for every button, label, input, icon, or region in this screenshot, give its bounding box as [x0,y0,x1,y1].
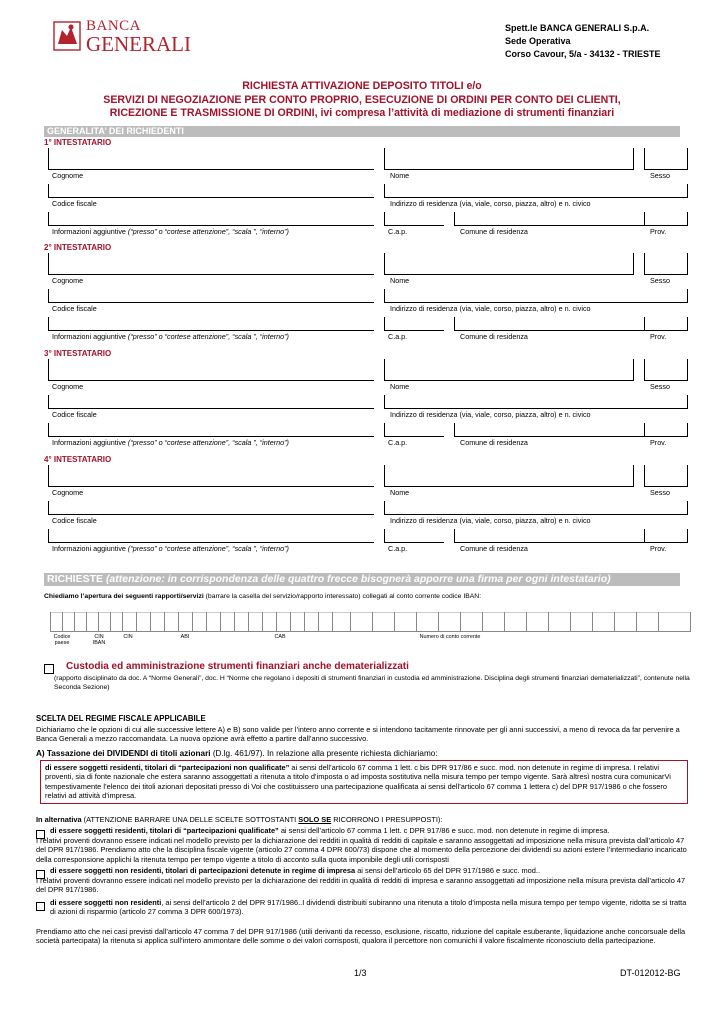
holder-heading: 3° INTESTATARIO [44,349,112,358]
custodia-note: (rapporto disciplinato da doc. A “Norme Generali”, doc. H “Norme che regolano i depositi di strumenti finanziari in custodia ed amministrazione. Disciplina degli strumenti finanziari dematerializzati”, contenute nella Seconda Sezione) [54,675,690,691]
iban-cell-divider [372,612,373,632]
sesso-label: Sesso [650,382,670,391]
cognome-field[interactable] [48,148,374,170]
iban-cell-divider [50,612,51,632]
iban-label-cin-iban: CIN IBAN [92,634,106,646]
iban-cell-divider [122,612,123,632]
prov-field[interactable] [644,317,688,331]
option2-heading [50,866,690,875]
option3-bold: di essere soggetti non residenti [50,898,162,907]
iban-cell-divider [636,612,637,632]
option3-text: , ai sensi dell’articolo 2 del DPR 917/1986..I dividendi distribuiti subiranno una ritenuta a titolo d’imposta nella misura tempo per tempo vigente, ridotta se si tratta di azioni di risparmio (articolo 27 comma 3 DPR 600/1973). [50,898,687,917]
cap-label: C.a.p. [388,544,408,553]
info-label-italic: (“presso” o “cortese attenzione”, “scala ”, “interno”) [127,332,289,341]
sesso-field[interactable] [644,465,688,487]
iban-cell-divider [276,612,277,632]
fiscale-title: SCELTA DEL REGIME FISCALE APPLICABILE [36,714,206,723]
nome-field[interactable] [384,148,634,170]
title-line: SERVIZI DI NEGOZIAZIONE PER CONTO PROPRIO, ESECUZIONE DI ORDINI PER CONTO DEI CLIENTI, [103,93,621,106]
option2-text: ai sensi dell’articolo 65 del DPR 917/1986 e succ. mod.. [355,866,541,875]
iban-cell-divider [570,612,571,632]
info-aggiuntive-field[interactable] [48,212,374,226]
cap-field[interactable] [384,423,444,437]
default-option-text: ai sensi dell’articolo 67 comma 1 lett. c bis DPR 917/86 e succ. mod. non detenute in regime di impresa. I relativi proventi, sia di fonte nazionale che estera saranno assoggettati a ritenuta a titolo d’imposta o ad imposta sostitutiva nella misura tempo per tempo vigente. Sarà altresì nostra cura comunicarVi tempestivamente l’elenco dei titoli azionari depositati presso di Voi che costituissero una partecipazione qualificata ai sensi dell’articolo 67 comma 1 lettera c) del DPR 917/1986 o che fossero relativi ad attività d’impresa. [45,763,671,801]
iban-label-abi: ABI [180,634,190,640]
iban-cell-divider [690,612,691,632]
codice-fiscale-field[interactable] [48,395,374,409]
iban-cell-divider [394,612,395,632]
option1-body: I relativi proventi dovranno essere indicati nel modello previsto per la dichiarazione dei redditi in qualità di redditi di capitale e saranno assoggettati ad imposizione nella misura prevista dall’articolo 47 del DPR 917/1986. Prendiamo atto che la disciplina fiscale vigente (articolo 27 comma 4 DPR 600/73) dispone che al momento della percezione dei dividendi su azioni estere l’intermediario incaricato della corresponsione applichi la ritenuta tempo per tempo vigente a titolo di acconto sulla quota imponibile degli utili corrisposti [36,836,687,864]
iban-cell-divider [136,612,137,632]
option1-heading [50,826,690,835]
holder-heading: 4° INTESTATARIO [44,455,112,464]
cap-field[interactable] [384,212,444,226]
info-aggiuntive-label [52,332,289,341]
iban-cell-divider [460,612,461,632]
iban-cell-divider [98,612,99,632]
info-label-text: Informazioni aggiuntive [52,438,128,447]
iban-cell-divider [164,612,165,632]
comune-field[interactable] [454,423,644,437]
iban-cell-divider [74,612,75,632]
nome-label: Nome [390,382,410,391]
cognome-field[interactable] [48,359,374,381]
custodia-checkbox[interactable] [44,661,54,679]
title-line: RICEZIONE E TRASMISSIONE DI ORDINI, ivi compresa l’attività di mediazione di strumenti finanziari [109,107,615,119]
cognome-field[interactable] [48,465,374,487]
iban-label-cin: CIN [123,634,133,640]
indirizzo-field[interactable] [384,501,688,515]
info-label-text: Informazioni aggiuntive [52,332,128,341]
bank-logo [52,18,84,54]
cap-label: C.a.p. [388,227,408,236]
tassazione-title: A) Tassazione dei DIVIDENDI di titoli azionari [36,749,211,758]
iban-cell-divider [178,612,179,632]
richieste-intro [44,593,684,602]
prov-label: Prov. [650,438,667,447]
info-aggiuntive-field[interactable] [48,317,374,331]
iban-cell-divider [592,612,593,632]
cap-field[interactable] [384,317,444,331]
codice-fiscale-label: Codice fiscale [52,516,97,525]
prov-label: Prov. [650,332,667,341]
info-aggiuntive-field[interactable] [48,423,374,437]
indirizzo-field[interactable] [384,395,688,409]
indirizzo-field[interactable] [384,289,688,303]
iban-cell-divider [438,612,439,632]
custodia-title: Custodia ed amministrazione strumenti finanziari anche dematerializzati [66,661,409,672]
iban-cell-divider [482,612,483,632]
address-line: Spett.le BANCA GENERALI S.p.A. [505,23,650,33]
alternativa-end: RICORRONO I PRESUPPOSTI): [331,815,443,824]
iban-label-country: Codice paese [53,634,71,646]
iban-label-cab: CAB [274,634,286,640]
bank-name-line2: GENERALI [86,32,191,56]
comune-label: Comune di residenza [460,544,528,553]
comune-field[interactable] [454,317,644,331]
comune-label: Comune di residenza [460,332,528,341]
section-band-generalita: GENERALITA’ DEI RICHIEDENTI [44,126,680,137]
iban-grid [50,612,690,646]
tassazione-dividendi [36,749,438,758]
option1-bold: di essere soggetti residenti, titolari di “partecipazioni qualificate” [50,826,279,835]
iban-cell-divider [220,612,221,632]
cognome-field[interactable] [48,253,374,275]
cap-label: C.a.p. [388,332,408,341]
prov-label: Prov. [650,227,667,236]
sesso-field[interactable] [644,359,688,381]
alternativa-line [36,815,690,824]
iban-cell-divider [332,612,333,632]
fiscale-intro: Dichiariamo che le opzioni di cui alle successive lettere A) e B) sono valide per l’intero anno corrente e si intendono tacitamente rinnovate per gli anni successivi, a meno di revoca da far pervenire a Banca Generali a mezzo raccomandata. La nuova opzione avrà effetto a partire dall’anno successivo. [36,725,680,744]
iban-input-row[interactable] [50,612,690,632]
richieste-intro-text: (barrare la casella del servizio/rapporto interessato) collegati al conto corrente codice IBAN: [203,593,482,600]
option3-body [50,898,690,917]
default-option-box [40,760,688,804]
iban-cell-divider [110,612,111,632]
option1-text: ai sensi dell’articolo 67 comma 1 lett. c DPR 917/86 e succ. mod. non detenute in regime di impresa. [278,826,610,835]
holder-heading: 2° INTESTATARIO [44,243,112,252]
codice-fiscale-label: Codice fiscale [52,410,97,419]
info-label-italic: (“presso” o “cortese attenzione”, “scala ”, “interno”) [127,544,289,553]
iban-label-account-number: Numero di conto corrente [419,634,481,640]
section-band-richieste [44,573,680,586]
address-line: Corso Cavour, 5/a - 34132 - TRIESTE [505,49,661,59]
iban-cell-divider [62,612,63,632]
iban-cell-divider [504,612,505,632]
info-label-italic: (“presso” o “cortese attenzione”, “scala ”, “interno”) [127,227,289,236]
comune-label: Comune di residenza [460,438,528,447]
iban-cell-divider [304,612,305,632]
codice-fiscale-label: Codice fiscale [52,304,97,313]
alternativa-bold: In alternativa [36,815,82,824]
indirizzo-label: Indirizzo di residenza (via, viale, corso, piazza, altro) e n. civico [390,199,591,208]
codice-fiscale-field[interactable] [48,501,374,515]
indirizzo-label: Indirizzo di residenza (via, viale, corso, piazza, altro) e n. civico [390,410,591,419]
iban-cell-divider [248,612,249,632]
indirizzo-label: Indirizzo di residenza (via, viale, corso, piazza, altro) e n. civico [390,516,591,525]
iban-cell-divider [290,612,291,632]
sesso-label: Sesso [650,171,670,180]
sesso-label: Sesso [650,488,670,497]
bank-name [86,18,191,54]
recipient-address [505,22,661,61]
info-label-text: Informazioni aggiuntive [52,227,128,236]
iban-cell-divider [548,612,549,632]
indirizzo-label: Indirizzo di residenza (via, viale, corso, piazza, altro) e n. civico [390,304,591,313]
codice-fiscale-field[interactable] [48,184,374,198]
prov-field[interactable] [644,423,688,437]
default-option-bold: di essere soggetti residenti, titolari di “partecipazioni non qualificate” [45,763,290,772]
document-code: DT-012012-BG [620,968,681,978]
title-line: RICHIESTA ATTIVAZIONE DEPOSITO TITOLI e/o [242,80,482,92]
tassazione-text: (D.lg. 461/97). In relazione alla presente richiesta dichiariamo: [210,749,438,758]
cognome-label: Cognome [52,488,84,497]
info-aggiuntive-label [52,227,289,236]
comune-field[interactable] [454,212,644,226]
richieste-intro-bold: Chiediamo l’apertura dei seguenti rapporti/servizi [44,593,204,600]
comune-field[interactable] [454,529,644,543]
nome-field[interactable] [384,465,634,487]
option2-bold: di essere soggetti non residenti, titolari di partecipazioni detenute in regime di impresa [50,866,356,875]
iban-cell-divider [206,612,207,632]
sesso-label: Sesso [650,276,670,285]
document-title [40,80,684,121]
cap-field[interactable] [384,529,444,543]
iban-cell-divider [416,612,417,632]
cognome-label: Cognome [52,382,84,391]
iban-cell-divider [150,612,151,632]
lion-emblem-icon [52,18,84,54]
nome-field[interactable] [384,359,634,381]
nome-label: Nome [390,276,410,285]
iban-cell-divider [526,612,527,632]
codice-fiscale-field[interactable] [48,289,374,303]
option2-body: I relativi proventi dovranno essere indicati nel modello previsto per la dichiarazione dei redditi in qualità di redditi di impresa e saranno assoggettati ad imposizione nella misura prevista dall’articolo 47 del DPR 917/1986. [36,876,686,895]
iban-cell-divider [262,612,263,632]
closing-note: Prendiamo atto che nei casi previsti dall’articolo 47 comma 7 del DPR 917/1986 (utili derivanti da recesso, esclusione, riscatto, riduzione del capitale esuberante, liquidazione anche concorsuale della società partecipata) la ritenuta si applica sull’intero ammontare delle somme o dei valori corrisposti, qualora il percettore non comunichi il valore fiscalmente riconosciuto della partecipazione. [36,927,686,946]
alternativa-text: (ATTENZIONE BARRARE UNA DELLE SCELTE SOTTOSTANTI [81,815,299,824]
prov-field[interactable] [644,212,688,226]
nome-field[interactable] [384,253,634,275]
nome-label: Nome [390,488,410,497]
sesso-field[interactable] [644,253,688,275]
cognome-label: Cognome [52,171,84,180]
bank-name-line1: BANCA [86,18,142,34]
iban-cell-divider [86,612,87,632]
richieste-band-title: RICHIESTE [47,573,106,585]
iban-cell-divider [318,612,319,632]
info-aggiuntive-label [52,544,289,553]
prov-label: Prov. [650,544,667,553]
nome-label: Nome [390,171,410,180]
iban-cell-divider [192,612,193,632]
cognome-label: Cognome [52,276,84,285]
alternativa-underline: SOLO SE [298,815,332,824]
richieste-band-note: (attenzione: in corrispondenza delle quattro frecce bisognerà apporre una firma per ogni intestatario) [105,573,611,585]
holder-heading: 1° INTESTATARIO [44,138,112,147]
info-aggiuntive-label [52,438,289,447]
address-line: Sede Operativa [505,36,571,46]
iban-cell-divider [658,612,659,632]
sesso-field[interactable] [644,148,688,170]
option3-checkbox[interactable] [36,898,45,916]
iban-cell-divider [234,612,235,632]
info-label-italic: (“presso” o “cortese attenzione”, “scala ”, “interno”) [127,438,289,447]
prov-field[interactable] [644,529,688,543]
page-number: 1/3 [354,968,367,978]
indirizzo-field[interactable] [384,184,688,198]
codice-fiscale-label: Codice fiscale [52,199,97,208]
info-label-text: Informazioni aggiuntive [52,544,128,553]
info-aggiuntive-field[interactable] [48,529,374,543]
iban-cell-divider [614,612,615,632]
iban-cell-divider [350,612,351,632]
cap-label: C.a.p. [388,438,408,447]
comune-label: Comune di residenza [460,227,528,236]
